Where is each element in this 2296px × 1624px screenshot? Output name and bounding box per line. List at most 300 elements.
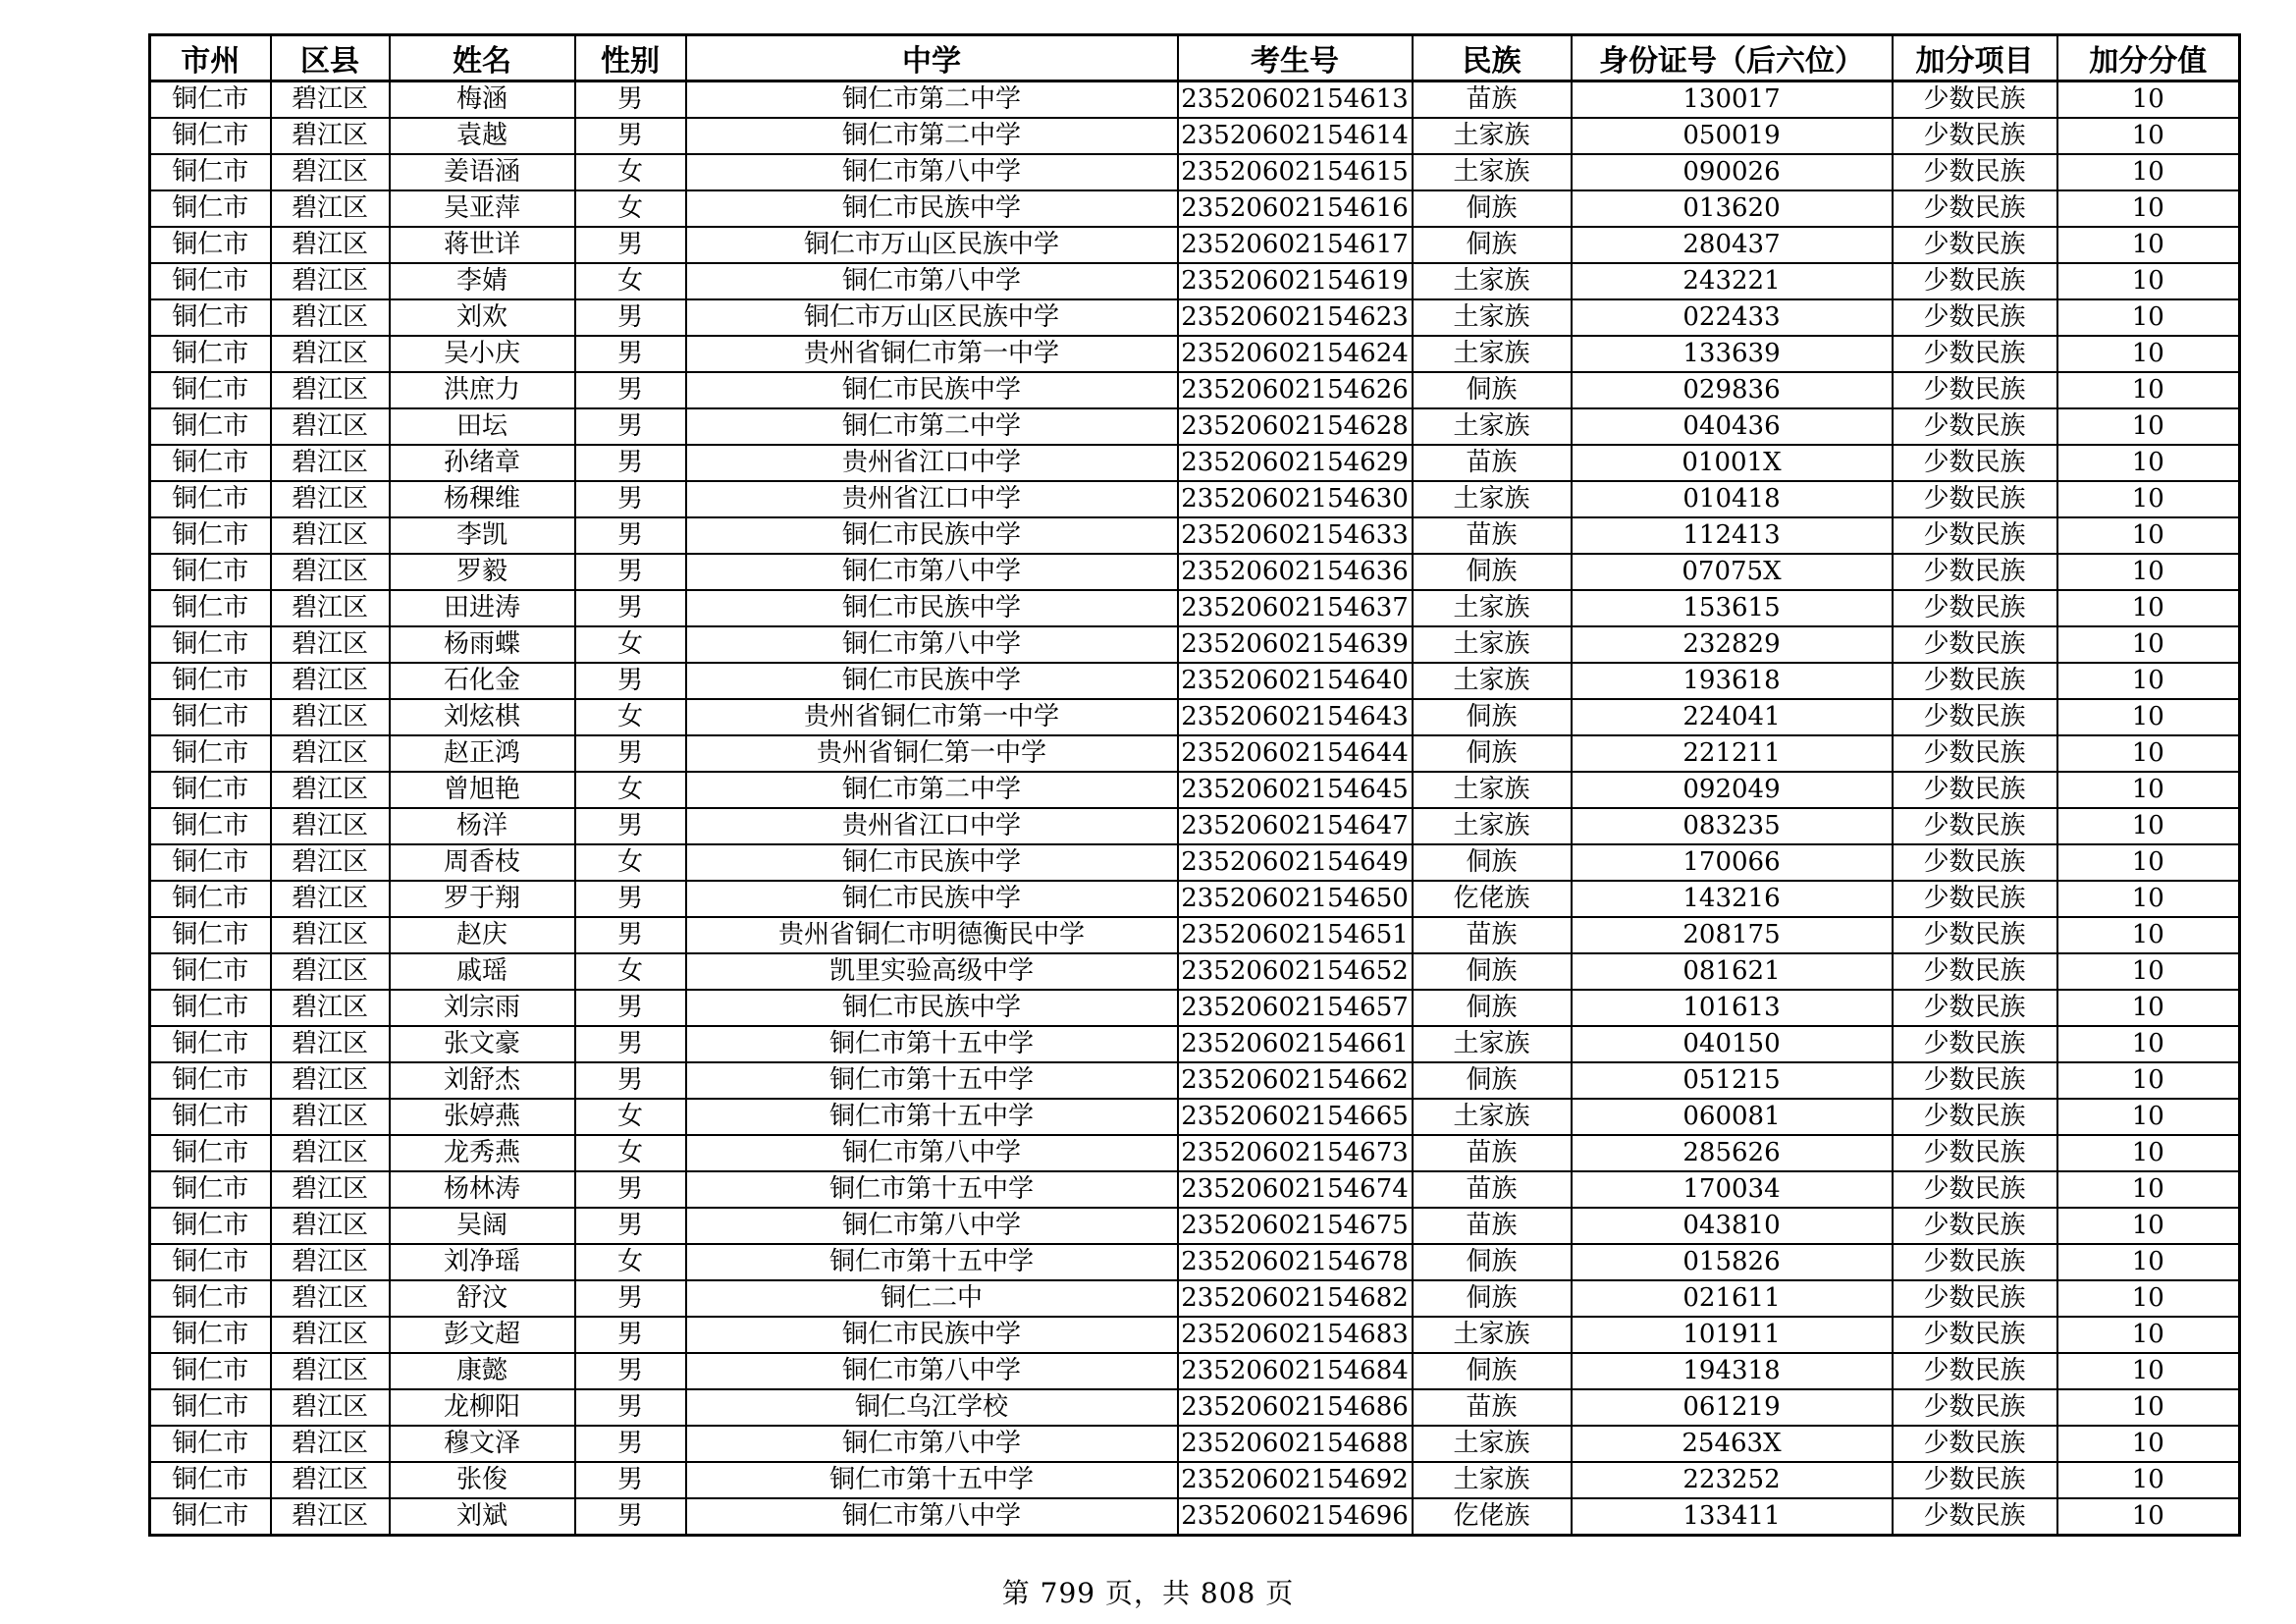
cell-city: 铜仁市	[150, 990, 271, 1026]
cell-bonus-item: 少数民族	[1893, 844, 2057, 881]
cell-district: 碧江区	[271, 1389, 390, 1426]
cell-name: 龙柳阳	[390, 1389, 575, 1426]
cell-district: 碧江区	[271, 81, 390, 119]
cell-district: 碧江区	[271, 154, 390, 190]
cell-school: 铜仁市民族中学	[686, 372, 1178, 408]
header-bonus-value: 加分分值	[2057, 35, 2240, 81]
table-row	[150, 1208, 2240, 1244]
cell-name: 刘宗雨	[390, 990, 575, 1026]
cell-bonus-item: 少数民族	[1893, 1280, 2057, 1317]
cell-school: 铜仁市第八中学	[686, 1208, 1178, 1244]
cell-gender: 男	[575, 445, 686, 481]
cell-bonus-value: 10	[2057, 1026, 2240, 1062]
cell-bonus-value: 10	[2057, 154, 2240, 190]
cell-exam-number: 23520602154630	[1178, 481, 1413, 517]
cell-ethnicity: 土家族	[1413, 1462, 1572, 1498]
cell-name: 杨林涛	[390, 1171, 575, 1208]
cell-id-suffix: 010418	[1572, 481, 1893, 517]
cell-city: 铜仁市	[150, 1426, 271, 1462]
cell-exam-number: 23520602154613	[1178, 81, 1413, 119]
footer-suffix: 页	[1255, 1577, 1295, 1609]
cell-bonus-value: 10	[2057, 953, 2240, 990]
cell-city: 铜仁市	[150, 1099, 271, 1135]
cell-name: 戚瑶	[390, 953, 575, 990]
cell-name: 袁越	[390, 118, 575, 154]
table-row	[150, 881, 2240, 917]
cell-bonus-item: 少数民族	[1893, 990, 2057, 1026]
cell-name: 舒汶	[390, 1280, 575, 1317]
table-row	[150, 1062, 2240, 1099]
cell-bonus-value: 10	[2057, 735, 2240, 772]
header-district: 区县	[271, 35, 390, 81]
cell-city: 铜仁市	[150, 1389, 271, 1426]
cell-gender: 男	[575, 990, 686, 1026]
cell-city: 铜仁市	[150, 881, 271, 917]
cell-exam-number: 23520602154674	[1178, 1171, 1413, 1208]
cell-gender: 女	[575, 263, 686, 299]
cell-ethnicity: 土家族	[1413, 772, 1572, 808]
table-row	[150, 1171, 2240, 1208]
cell-bonus-value: 10	[2057, 663, 2240, 699]
cell-bonus-item: 少数民族	[1893, 517, 2057, 554]
cell-district: 碧江区	[271, 299, 390, 336]
cell-exam-number: 23520602154686	[1178, 1389, 1413, 1426]
cell-name: 赵庆	[390, 917, 575, 953]
cell-name: 周香枝	[390, 844, 575, 881]
cell-school: 铜仁市万山区民族中学	[686, 227, 1178, 263]
cell-school: 铜仁市第十五中学	[686, 1099, 1178, 1135]
cell-gender: 女	[575, 953, 686, 990]
cell-id-suffix: 193618	[1572, 663, 1893, 699]
cell-bonus-item: 少数民族	[1893, 699, 2057, 735]
cell-bonus-item: 少数民族	[1893, 1171, 2057, 1208]
cell-school: 铜仁市第八中学	[686, 263, 1178, 299]
cell-school: 铜仁市民族中学	[686, 190, 1178, 227]
cell-exam-number: 23520602154640	[1178, 663, 1413, 699]
cell-name: 龙秀燕	[390, 1135, 575, 1171]
table-row	[150, 663, 2240, 699]
cell-district: 碧江区	[271, 1171, 390, 1208]
table-body	[150, 81, 2240, 1536]
cell-district: 碧江区	[271, 1498, 390, 1536]
table-row	[150, 917, 2240, 953]
table-row	[150, 1135, 2240, 1171]
cell-id-suffix: 170066	[1572, 844, 1893, 881]
cell-city: 铜仁市	[150, 953, 271, 990]
cell-id-suffix: 029836	[1572, 372, 1893, 408]
cell-school: 贵州省铜仁市明德衡民中学	[686, 917, 1178, 953]
header-city: 市州	[150, 35, 271, 81]
cell-id-suffix: 060081	[1572, 1099, 1893, 1135]
cell-city: 铜仁市	[150, 154, 271, 190]
cell-exam-number: 23520602154647	[1178, 808, 1413, 844]
cell-exam-number: 23520602154643	[1178, 699, 1413, 735]
cell-id-suffix: 221211	[1572, 735, 1893, 772]
cell-bonus-item: 少数民族	[1893, 663, 2057, 699]
cell-name: 杨洋	[390, 808, 575, 844]
cell-bonus-value: 10	[2057, 445, 2240, 481]
cell-id-suffix: 061219	[1572, 1389, 1893, 1426]
cell-district: 碧江区	[271, 263, 390, 299]
cell-bonus-value: 10	[2057, 81, 2240, 119]
cell-ethnicity: 土家族	[1413, 263, 1572, 299]
cell-ethnicity: 苗族	[1413, 1389, 1572, 1426]
cell-district: 碧江区	[271, 1135, 390, 1171]
header-exam-number: 考生号	[1178, 35, 1413, 81]
cell-school: 铜仁市第八中学	[686, 1135, 1178, 1171]
cell-gender: 女	[575, 1135, 686, 1171]
cell-ethnicity: 侗族	[1413, 990, 1572, 1026]
cell-bonus-value: 10	[2057, 1498, 2240, 1536]
cell-district: 碧江区	[271, 735, 390, 772]
cell-name: 石化金	[390, 663, 575, 699]
cell-ethnicity: 苗族	[1413, 517, 1572, 554]
cell-ethnicity: 侗族	[1413, 554, 1572, 590]
cell-bonus-item: 少数民族	[1893, 1462, 2057, 1498]
cell-id-suffix: 232829	[1572, 626, 1893, 663]
cell-city: 铜仁市	[150, 1244, 271, 1280]
cell-gender: 男	[575, 81, 686, 119]
cell-id-suffix: 07075X	[1572, 554, 1893, 590]
cell-city: 铜仁市	[150, 1317, 271, 1353]
cell-gender: 男	[575, 808, 686, 844]
cell-bonus-value: 10	[2057, 626, 2240, 663]
cell-ethnicity: 土家族	[1413, 590, 1572, 626]
cell-exam-number: 23520602154629	[1178, 445, 1413, 481]
header-bonus-item: 加分项目	[1893, 35, 2057, 81]
cell-id-suffix: 040436	[1572, 408, 1893, 445]
cell-name: 刘净瑶	[390, 1244, 575, 1280]
cell-school: 铜仁市第二中学	[686, 81, 1178, 119]
cell-ethnicity: 土家族	[1413, 408, 1572, 445]
cell-city: 铜仁市	[150, 772, 271, 808]
cell-gender: 男	[575, 118, 686, 154]
cell-exam-number: 23520602154633	[1178, 517, 1413, 554]
cell-id-suffix: 243221	[1572, 263, 1893, 299]
cell-district: 碧江区	[271, 1026, 390, 1062]
cell-bonus-value: 10	[2057, 1317, 2240, 1353]
cell-school: 凯里实验高级中学	[686, 953, 1178, 990]
cell-exam-number: 23520602154678	[1178, 1244, 1413, 1280]
cell-id-suffix: 112413	[1572, 517, 1893, 554]
cell-city: 铜仁市	[150, 554, 271, 590]
cell-gender: 女	[575, 699, 686, 735]
cell-district: 碧江区	[271, 336, 390, 372]
table-row	[150, 336, 2240, 372]
cell-school: 铜仁乌江学校	[686, 1389, 1178, 1426]
cell-ethnicity: 侗族	[1413, 372, 1572, 408]
cell-ethnicity: 苗族	[1413, 917, 1572, 953]
cell-bonus-item: 少数民族	[1893, 118, 2057, 154]
cell-district: 碧江区	[271, 408, 390, 445]
cell-exam-number: 23520602154623	[1178, 299, 1413, 336]
cell-school: 铜仁市万山区民族中学	[686, 299, 1178, 336]
cell-bonus-value: 10	[2057, 772, 2240, 808]
cell-name: 罗毅	[390, 554, 575, 590]
cell-school: 贵州省铜仁市第一中学	[686, 699, 1178, 735]
cell-ethnicity: 侗族	[1413, 190, 1572, 227]
cell-id-suffix: 285626	[1572, 1135, 1893, 1171]
cell-ethnicity: 土家族	[1413, 299, 1572, 336]
cell-exam-number: 23520602154636	[1178, 554, 1413, 590]
cell-exam-number: 23520602154615	[1178, 154, 1413, 190]
cell-gender: 男	[575, 917, 686, 953]
cell-bonus-item: 少数民族	[1893, 735, 2057, 772]
cell-ethnicity: 侗族	[1413, 1280, 1572, 1317]
cell-id-suffix: 170034	[1572, 1171, 1893, 1208]
cell-exam-number: 23520602154614	[1178, 118, 1413, 154]
cell-bonus-item: 少数民族	[1893, 590, 2057, 626]
cell-city: 铜仁市	[150, 1208, 271, 1244]
cell-district: 碧江区	[271, 1426, 390, 1462]
cell-ethnicity: 土家族	[1413, 1099, 1572, 1135]
cell-school: 铜仁市第十五中学	[686, 1062, 1178, 1099]
cell-district: 碧江区	[271, 554, 390, 590]
cell-exam-number: 23520602154624	[1178, 336, 1413, 372]
cell-gender: 女	[575, 772, 686, 808]
cell-city: 铜仁市	[150, 1171, 271, 1208]
cell-exam-number: 23520602154644	[1178, 735, 1413, 772]
cell-city: 铜仁市	[150, 917, 271, 953]
cell-bonus-value: 10	[2057, 990, 2240, 1026]
page-footer	[0, 1572, 2296, 1611]
cell-ethnicity: 土家族	[1413, 154, 1572, 190]
cell-bonus-item: 少数民族	[1893, 445, 2057, 481]
cell-district: 碧江区	[271, 1244, 390, 1280]
cell-id-suffix: 015826	[1572, 1244, 1893, 1280]
table-row	[150, 808, 2240, 844]
table-row	[150, 227, 2240, 263]
cell-city: 铜仁市	[150, 1135, 271, 1171]
cell-id-suffix: 101613	[1572, 990, 1893, 1026]
cell-ethnicity: 仡佬族	[1413, 1498, 1572, 1536]
cell-name: 刘舒杰	[390, 1062, 575, 1099]
cell-id-suffix: 022433	[1572, 299, 1893, 336]
cell-bonus-value: 10	[2057, 554, 2240, 590]
cell-school: 铜仁市第八中学	[686, 154, 1178, 190]
cell-school: 铜仁市第八中学	[686, 1498, 1178, 1536]
cell-id-suffix: 081621	[1572, 953, 1893, 990]
cell-id-suffix: 25463X	[1572, 1426, 1893, 1462]
cell-ethnicity: 土家族	[1413, 1026, 1572, 1062]
cell-gender: 女	[575, 1099, 686, 1135]
cell-exam-number: 23520602154696	[1178, 1498, 1413, 1536]
cell-name: 穆文泽	[390, 1426, 575, 1462]
cell-id-suffix: 153615	[1572, 590, 1893, 626]
table-header	[150, 35, 2240, 81]
cell-ethnicity: 侗族	[1413, 735, 1572, 772]
cell-name: 张文豪	[390, 1026, 575, 1062]
cell-bonus-value: 10	[2057, 808, 2240, 844]
cell-gender: 男	[575, 408, 686, 445]
cell-gender: 男	[575, 372, 686, 408]
table-row	[150, 1353, 2240, 1389]
cell-city: 铜仁市	[150, 517, 271, 554]
cell-ethnicity: 土家族	[1413, 481, 1572, 517]
cell-city: 铜仁市	[150, 445, 271, 481]
cell-exam-number: 23520602154650	[1178, 881, 1413, 917]
cell-bonus-value: 10	[2057, 336, 2240, 372]
cell-bonus-item: 少数民族	[1893, 1389, 2057, 1426]
cell-bonus-item: 少数民族	[1893, 881, 2057, 917]
cell-city: 铜仁市	[150, 1062, 271, 1099]
cell-bonus-item: 少数民族	[1893, 917, 2057, 953]
cell-name: 李凯	[390, 517, 575, 554]
cell-gender: 男	[575, 590, 686, 626]
table-row	[150, 699, 2240, 735]
cell-school: 铜仁市第八中学	[686, 554, 1178, 590]
cell-school: 贵州省江口中学	[686, 808, 1178, 844]
cell-name: 罗于翔	[390, 881, 575, 917]
table-row	[150, 154, 2240, 190]
cell-name: 刘欢	[390, 299, 575, 336]
cell-gender: 男	[575, 663, 686, 699]
cell-bonus-item: 少数民族	[1893, 263, 2057, 299]
cell-id-suffix: 133639	[1572, 336, 1893, 372]
cell-school: 铜仁市第十五中学	[686, 1462, 1178, 1498]
cell-name: 姜语涵	[390, 154, 575, 190]
cell-school: 铜仁市第八中学	[686, 1426, 1178, 1462]
cell-school: 铜仁市第十五中学	[686, 1026, 1178, 1062]
cell-name: 杨雨蝶	[390, 626, 575, 663]
cell-city: 铜仁市	[150, 227, 271, 263]
cell-bonus-item: 少数民族	[1893, 626, 2057, 663]
cell-bonus-item: 少数民族	[1893, 1208, 2057, 1244]
cell-bonus-item: 少数民族	[1893, 81, 2057, 119]
table-row	[150, 481, 2240, 517]
cell-city: 铜仁市	[150, 844, 271, 881]
cell-bonus-value: 10	[2057, 118, 2240, 154]
cell-id-suffix: 194318	[1572, 1353, 1893, 1389]
cell-bonus-value: 10	[2057, 372, 2240, 408]
cell-bonus-value: 10	[2057, 1244, 2240, 1280]
cell-bonus-value: 10	[2057, 1099, 2240, 1135]
cell-gender: 男	[575, 1498, 686, 1536]
cell-ethnicity: 侗族	[1413, 227, 1572, 263]
cell-bonus-value: 10	[2057, 1426, 2240, 1462]
cell-bonus-value: 10	[2057, 263, 2240, 299]
cell-district: 碧江区	[271, 953, 390, 990]
cell-bonus-item: 少数民族	[1893, 190, 2057, 227]
cell-name: 康懿	[390, 1353, 575, 1389]
cell-gender: 男	[575, 227, 686, 263]
cell-exam-number: 23520602154662	[1178, 1062, 1413, 1099]
cell-exam-number: 23520602154628	[1178, 408, 1413, 445]
cell-gender: 男	[575, 1462, 686, 1498]
cell-bonus-item: 少数民族	[1893, 372, 2057, 408]
cell-bonus-value: 10	[2057, 699, 2240, 735]
cell-ethnicity: 苗族	[1413, 81, 1572, 119]
cell-bonus-value: 10	[2057, 844, 2240, 881]
cell-school: 铜仁市第八中学	[686, 1353, 1178, 1389]
table-row	[150, 1426, 2240, 1462]
cell-gender: 男	[575, 1280, 686, 1317]
cell-bonus-value: 10	[2057, 1280, 2240, 1317]
header-row	[150, 35, 2240, 81]
cell-exam-number: 23520602154688	[1178, 1426, 1413, 1462]
cell-exam-number: 23520602154651	[1178, 917, 1413, 953]
cell-exam-number: 23520602154692	[1178, 1462, 1413, 1498]
cell-gender: 男	[575, 1426, 686, 1462]
cell-exam-number: 23520602154665	[1178, 1099, 1413, 1135]
table-row	[150, 772, 2240, 808]
cell-bonus-value: 10	[2057, 881, 2240, 917]
cell-city: 铜仁市	[150, 590, 271, 626]
cell-school: 铜仁市民族中学	[686, 990, 1178, 1026]
cell-city: 铜仁市	[150, 118, 271, 154]
table-row	[150, 1462, 2240, 1498]
cell-exam-number: 23520602154639	[1178, 626, 1413, 663]
table-row	[150, 1099, 2240, 1135]
cell-exam-number: 23520602154626	[1178, 372, 1413, 408]
cell-name: 刘斌	[390, 1498, 575, 1536]
cell-city: 铜仁市	[150, 808, 271, 844]
cell-ethnicity: 侗族	[1413, 844, 1572, 881]
cell-name: 李婧	[390, 263, 575, 299]
cell-city: 铜仁市	[150, 81, 271, 119]
table-row	[150, 408, 2240, 445]
cell-district: 碧江区	[271, 1317, 390, 1353]
cell-exam-number: 23520602154652	[1178, 953, 1413, 990]
cell-district: 碧江区	[271, 1208, 390, 1244]
table-row	[150, 190, 2240, 227]
table-row	[150, 626, 2240, 663]
footer-page-number: 799	[1040, 1577, 1096, 1609]
cell-id-suffix: 050019	[1572, 118, 1893, 154]
cell-id-suffix: 043810	[1572, 1208, 1893, 1244]
cell-district: 碧江区	[271, 663, 390, 699]
cell-school: 铜仁市第二中学	[686, 772, 1178, 808]
cell-district: 碧江区	[271, 590, 390, 626]
cell-bonus-item: 少数民族	[1893, 154, 2057, 190]
cell-gender: 男	[575, 481, 686, 517]
cell-gender: 男	[575, 517, 686, 554]
cell-school: 铜仁市民族中学	[686, 881, 1178, 917]
cell-district: 碧江区	[271, 227, 390, 263]
cell-bonus-value: 10	[2057, 590, 2240, 626]
cell-id-suffix: 130017	[1572, 81, 1893, 119]
cell-gender: 男	[575, 1208, 686, 1244]
cell-ethnicity: 苗族	[1413, 1171, 1572, 1208]
cell-name: 曾旭艳	[390, 772, 575, 808]
cell-city: 铜仁市	[150, 1498, 271, 1536]
cell-ethnicity: 苗族	[1413, 1135, 1572, 1171]
cell-bonus-value: 10	[2057, 190, 2240, 227]
cell-id-suffix: 01001X	[1572, 445, 1893, 481]
table-row	[150, 1280, 2240, 1317]
cell-district: 碧江区	[271, 517, 390, 554]
cell-id-suffix: 013620	[1572, 190, 1893, 227]
cell-city: 铜仁市	[150, 1280, 271, 1317]
table-row	[150, 590, 2240, 626]
cell-city: 铜仁市	[150, 1353, 271, 1389]
cell-exam-number: 23520602154619	[1178, 263, 1413, 299]
cell-school: 铜仁市第二中学	[686, 408, 1178, 445]
cell-exam-number: 23520602154617	[1178, 227, 1413, 263]
cell-city: 铜仁市	[150, 299, 271, 336]
cell-district: 碧江区	[271, 881, 390, 917]
cell-name: 吴小庆	[390, 336, 575, 372]
cell-id-suffix: 051215	[1572, 1062, 1893, 1099]
cell-bonus-item: 少数民族	[1893, 408, 2057, 445]
table-row	[150, 517, 2240, 554]
cell-gender: 女	[575, 154, 686, 190]
cell-bonus-item: 少数民族	[1893, 1099, 2057, 1135]
cell-city: 铜仁市	[150, 1026, 271, 1062]
cell-id-suffix: 224041	[1572, 699, 1893, 735]
cell-ethnicity: 苗族	[1413, 1208, 1572, 1244]
cell-city: 铜仁市	[150, 1462, 271, 1498]
